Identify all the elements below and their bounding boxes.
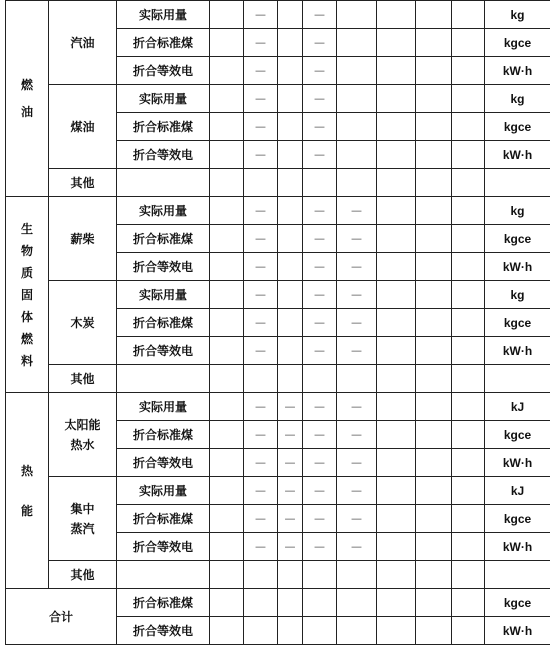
- cell: [210, 449, 244, 477]
- metric-label: 折合标准煤: [117, 505, 210, 533]
- cell: [452, 281, 485, 309]
- unit-cell: kJ: [485, 393, 550, 421]
- dash-cell: —: [244, 225, 278, 253]
- cell: [210, 85, 244, 113]
- dash-cell: —: [244, 477, 278, 505]
- subtype-other: 其他: [49, 561, 117, 589]
- metric-label: 实际用量: [117, 197, 210, 225]
- cell: [210, 365, 244, 393]
- cell: [377, 253, 416, 281]
- cell: [377, 309, 416, 337]
- metric-label: 折合标准煤: [117, 421, 210, 449]
- subtype-central-steam: 集中 蒸汽: [49, 477, 117, 561]
- cell: [303, 561, 337, 589]
- dash-cell: —: [244, 393, 278, 421]
- unit-cell: kW·h: [485, 533, 550, 561]
- cell: [303, 365, 337, 393]
- cell: [416, 365, 452, 393]
- cell: [452, 505, 485, 533]
- dash-cell: —: [303, 337, 337, 365]
- cell: [377, 113, 416, 141]
- dash-cell: —: [337, 253, 377, 281]
- cell: [278, 113, 303, 141]
- dash-cell: —: [244, 337, 278, 365]
- cell: [210, 337, 244, 365]
- unit-cell: kgce: [485, 589, 550, 617]
- dash-cell: —: [303, 85, 337, 113]
- cell: [244, 617, 278, 645]
- dash-cell: —: [303, 253, 337, 281]
- dash-cell: —: [278, 393, 303, 421]
- subtype-firewood: 薪柴: [49, 197, 117, 281]
- metric-label: 实际用量: [117, 85, 210, 113]
- cell: [244, 169, 278, 197]
- cell: [416, 421, 452, 449]
- dash-cell: —: [337, 309, 377, 337]
- metric-label: 实际用量: [117, 393, 210, 421]
- cell: [452, 421, 485, 449]
- dash-cell: —: [303, 477, 337, 505]
- unit-cell: kg: [485, 197, 550, 225]
- cell: [416, 141, 452, 169]
- cell: [210, 533, 244, 561]
- cell: [337, 169, 377, 197]
- table-row: [6, 85, 550, 113]
- dash-cell: —: [337, 337, 377, 365]
- unit-cell: kW·h: [485, 141, 550, 169]
- cell: [337, 113, 377, 141]
- cell: [278, 85, 303, 113]
- cell: [416, 337, 452, 365]
- cell: [278, 309, 303, 337]
- unit-cell: kg: [485, 281, 550, 309]
- cell: [416, 477, 452, 505]
- cell: [278, 225, 303, 253]
- cell: [416, 253, 452, 281]
- category-fuel-oil: 燃 油: [6, 1, 49, 197]
- cell: [452, 533, 485, 561]
- dash-cell: —: [244, 421, 278, 449]
- cell: [377, 617, 416, 645]
- cell: [416, 449, 452, 477]
- metric-label: 折合等效电: [117, 253, 210, 281]
- table-row: [6, 393, 550, 421]
- table-row: [6, 281, 550, 309]
- dash-cell: —: [337, 533, 377, 561]
- unit-cell: kJ: [485, 477, 550, 505]
- cell: [452, 57, 485, 85]
- cell: [377, 505, 416, 533]
- cell: [377, 169, 416, 197]
- dash-cell: —: [244, 141, 278, 169]
- cell: [278, 617, 303, 645]
- cell: [117, 561, 210, 589]
- category-heat: 热 能: [6, 393, 49, 589]
- subtype-other: 其他: [49, 365, 117, 393]
- cell: [337, 617, 377, 645]
- dash-cell: —: [303, 505, 337, 533]
- cell: [377, 225, 416, 253]
- cell: [452, 337, 485, 365]
- table-row: [6, 1, 550, 29]
- cell: [452, 85, 485, 113]
- dash-cell: —: [303, 421, 337, 449]
- cell: [278, 29, 303, 57]
- dash-cell: —: [244, 505, 278, 533]
- cell: [377, 393, 416, 421]
- cell: [377, 29, 416, 57]
- cell: [278, 337, 303, 365]
- cell: [337, 1, 377, 29]
- dash-cell: —: [303, 533, 337, 561]
- cell: [210, 589, 244, 617]
- dash-cell: —: [303, 141, 337, 169]
- cell: [210, 253, 244, 281]
- dash-cell: —: [244, 1, 278, 29]
- table-row: [6, 589, 550, 617]
- cell: [452, 561, 485, 589]
- cell: [485, 365, 550, 393]
- cell: [377, 561, 416, 589]
- cell: [416, 533, 452, 561]
- cell: [452, 197, 485, 225]
- metric-label: 折合标准煤: [117, 309, 210, 337]
- dash-cell: —: [244, 449, 278, 477]
- cell: [377, 281, 416, 309]
- dash-cell: —: [244, 197, 278, 225]
- dash-cell: —: [278, 421, 303, 449]
- metric-label: 折合等效电: [117, 449, 210, 477]
- metric-label: 折合等效电: [117, 57, 210, 85]
- cell: [117, 365, 210, 393]
- subtype-gasoline: 汽油: [49, 1, 117, 85]
- subtype-other: 其他: [49, 169, 117, 197]
- cell: [452, 617, 485, 645]
- cell: [377, 197, 416, 225]
- cell: [337, 561, 377, 589]
- unit-cell: kW·h: [485, 57, 550, 85]
- dash-cell: —: [337, 393, 377, 421]
- dash-cell: —: [303, 225, 337, 253]
- dash-cell: —: [278, 449, 303, 477]
- metric-label: 折合标准煤: [117, 589, 210, 617]
- unit-cell: kW·h: [485, 253, 550, 281]
- cell: [452, 309, 485, 337]
- unit-cell: kW·h: [485, 337, 550, 365]
- cell: [416, 225, 452, 253]
- unit-cell: kgce: [485, 113, 550, 141]
- cell: [452, 1, 485, 29]
- cell: [377, 337, 416, 365]
- unit-cell: kW·h: [485, 617, 550, 645]
- cell: [278, 57, 303, 85]
- cell: [210, 477, 244, 505]
- dash-cell: —: [337, 477, 377, 505]
- cell: [377, 477, 416, 505]
- metric-label: 实际用量: [117, 281, 210, 309]
- cell: [377, 57, 416, 85]
- dash-cell: —: [244, 533, 278, 561]
- cell: [377, 421, 416, 449]
- cell: [416, 393, 452, 421]
- cell: [278, 561, 303, 589]
- cell: [278, 589, 303, 617]
- cell: [452, 477, 485, 505]
- cell: [377, 589, 416, 617]
- cell: [210, 113, 244, 141]
- cell: [452, 393, 485, 421]
- dash-cell: —: [244, 309, 278, 337]
- cell: [416, 29, 452, 57]
- cell: [210, 309, 244, 337]
- cell: [485, 169, 550, 197]
- cell: [210, 561, 244, 589]
- cell: [452, 225, 485, 253]
- metric-label: 折合等效电: [117, 617, 210, 645]
- cell: [210, 57, 244, 85]
- cell: [303, 169, 337, 197]
- dash-cell: —: [303, 393, 337, 421]
- cell: [210, 225, 244, 253]
- cell: [416, 85, 452, 113]
- dash-cell: —: [303, 1, 337, 29]
- subtype-kerosene: 煤油: [49, 85, 117, 169]
- cell: [416, 197, 452, 225]
- dash-cell: —: [278, 505, 303, 533]
- cell: [416, 57, 452, 85]
- cell: [210, 281, 244, 309]
- table-row: [6, 197, 550, 225]
- dash-cell: —: [337, 505, 377, 533]
- cell: [210, 505, 244, 533]
- unit-cell: kg: [485, 85, 550, 113]
- dash-cell: —: [278, 477, 303, 505]
- dash-cell: —: [337, 281, 377, 309]
- cell: [278, 365, 303, 393]
- cell: [416, 589, 452, 617]
- dash-cell: —: [337, 449, 377, 477]
- cell: [278, 1, 303, 29]
- unit-cell: kW·h: [485, 449, 550, 477]
- cell: [416, 505, 452, 533]
- cell: [416, 113, 452, 141]
- cell: [210, 169, 244, 197]
- cell: [452, 365, 485, 393]
- dash-cell: —: [278, 533, 303, 561]
- cell: [416, 1, 452, 29]
- dash-cell: —: [244, 29, 278, 57]
- cell: [337, 141, 377, 169]
- cell: [377, 533, 416, 561]
- metric-label: 折合标准煤: [117, 113, 210, 141]
- cell: [210, 29, 244, 57]
- total-label: 合计: [6, 589, 117, 645]
- cell: [210, 421, 244, 449]
- dash-cell: —: [303, 309, 337, 337]
- energy-consumption-table: [5, 0, 550, 645]
- dash-cell: —: [337, 225, 377, 253]
- cell: [117, 169, 210, 197]
- cell: [210, 1, 244, 29]
- dash-cell: —: [244, 253, 278, 281]
- dash-cell: —: [303, 57, 337, 85]
- cell: [416, 281, 452, 309]
- cell: [452, 589, 485, 617]
- cell: [244, 561, 278, 589]
- table-row: [6, 477, 550, 505]
- cell: [377, 141, 416, 169]
- cell: [278, 169, 303, 197]
- metric-label: 折合标准煤: [117, 29, 210, 57]
- subtype-charcoal: 木炭: [49, 281, 117, 365]
- cell: [210, 141, 244, 169]
- cell: [337, 85, 377, 113]
- unit-cell: kgce: [485, 505, 550, 533]
- cell: [377, 449, 416, 477]
- cell: [416, 169, 452, 197]
- dash-cell: —: [244, 113, 278, 141]
- cell: [210, 393, 244, 421]
- cell: [337, 57, 377, 85]
- cell: [452, 449, 485, 477]
- cell: [303, 589, 337, 617]
- dash-cell: —: [244, 85, 278, 113]
- unit-cell: kg: [485, 1, 550, 29]
- unit-cell: kgce: [485, 225, 550, 253]
- cell: [377, 1, 416, 29]
- unit-cell: kgce: [485, 29, 550, 57]
- dash-cell: —: [244, 57, 278, 85]
- dash-cell: —: [303, 29, 337, 57]
- cell: [210, 197, 244, 225]
- category-biomass: 生 物 质 固 体 燃 料: [6, 197, 49, 393]
- metric-label: 折合等效电: [117, 533, 210, 561]
- cell: [244, 589, 278, 617]
- cell: [452, 141, 485, 169]
- dash-cell: —: [303, 449, 337, 477]
- cell: [377, 85, 416, 113]
- dash-cell: —: [303, 281, 337, 309]
- cell: [337, 29, 377, 57]
- cell: [452, 113, 485, 141]
- metric-label: 实际用量: [117, 1, 210, 29]
- cell: [337, 589, 377, 617]
- unit-cell: kgce: [485, 309, 550, 337]
- cell: [278, 253, 303, 281]
- dash-cell: —: [303, 113, 337, 141]
- cell: [244, 365, 278, 393]
- cell: [416, 561, 452, 589]
- dash-cell: —: [244, 281, 278, 309]
- unit-cell: kgce: [485, 421, 550, 449]
- dash-cell: —: [337, 421, 377, 449]
- cell: [303, 617, 337, 645]
- metric-label: 折合等效电: [117, 337, 210, 365]
- cell: [452, 253, 485, 281]
- cell: [278, 281, 303, 309]
- cell: [452, 169, 485, 197]
- cell: [485, 561, 550, 589]
- cell: [210, 617, 244, 645]
- dash-cell: —: [303, 197, 337, 225]
- table-row: [6, 365, 550, 393]
- metric-label: 实际用量: [117, 477, 210, 505]
- cell: [416, 309, 452, 337]
- cell: [278, 141, 303, 169]
- cell: [377, 365, 416, 393]
- cell: [278, 197, 303, 225]
- cell: [452, 29, 485, 57]
- table-row: [6, 561, 550, 589]
- metric-label: 折合等效电: [117, 141, 210, 169]
- table-row: [6, 169, 550, 197]
- metric-label: 折合标准煤: [117, 225, 210, 253]
- dash-cell: —: [337, 197, 377, 225]
- subtype-solar-hot-water: 太阳能 热水: [49, 393, 117, 477]
- cell: [337, 365, 377, 393]
- cell: [416, 617, 452, 645]
